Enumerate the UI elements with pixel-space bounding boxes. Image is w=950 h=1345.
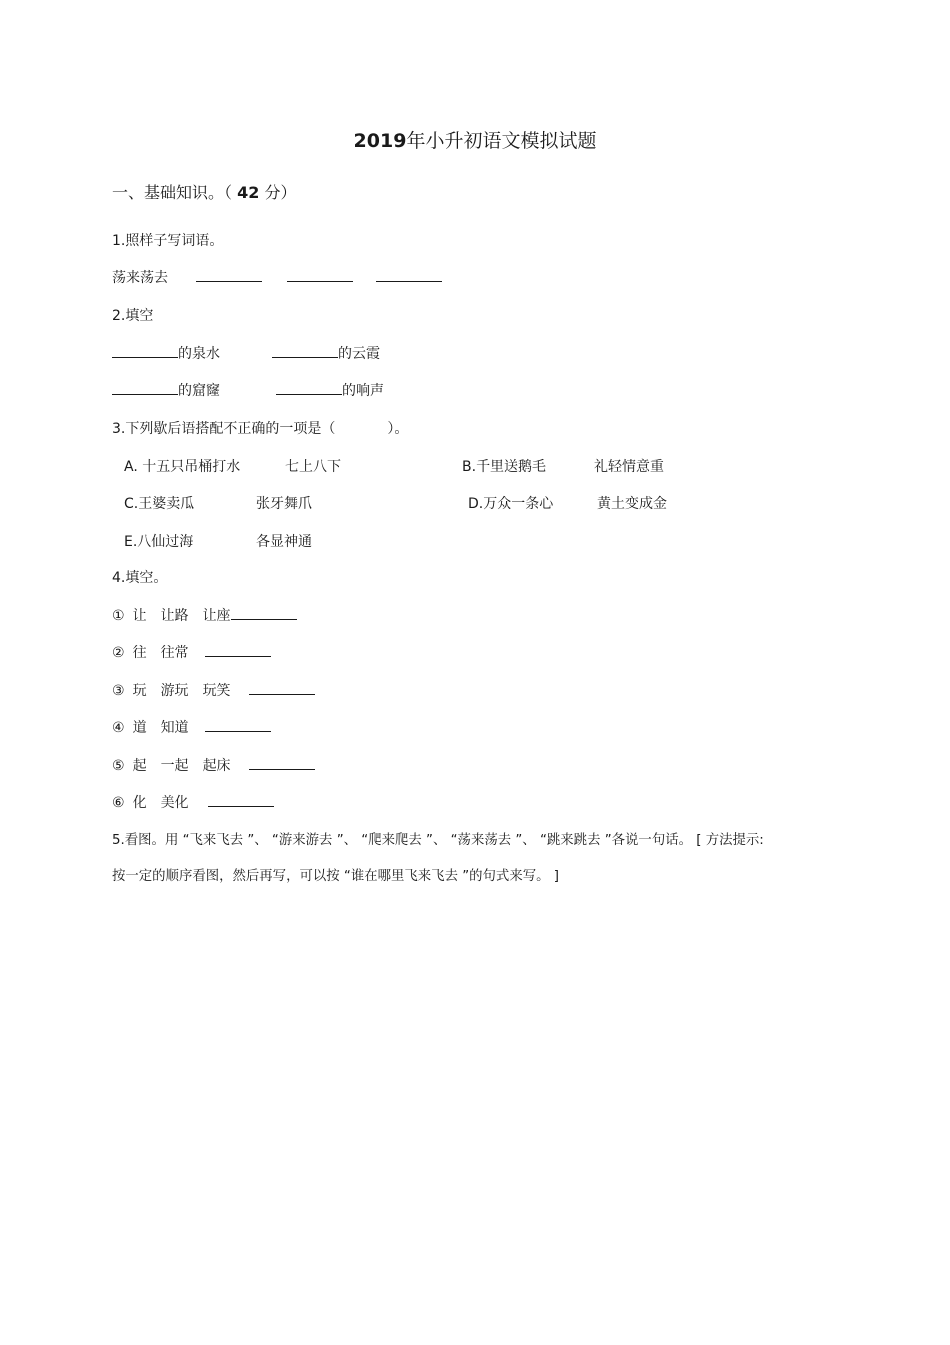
option-c-second: 张牙舞爪 <box>256 496 312 512</box>
row-number: ⑤ <box>112 758 125 774</box>
row-word: 游玩 <box>160 683 189 699</box>
q2-item <box>112 381 220 401</box>
row-char: 往 <box>132 645 147 661</box>
section-score: 42 <box>237 183 260 202</box>
option-c <box>124 494 194 514</box>
q1-example: 荡来荡去 <box>112 270 168 286</box>
q2-prompt: 2.填空 <box>112 308 154 324</box>
option-e-second: 各显神通 <box>256 534 312 550</box>
answer-blank[interactable] <box>208 794 274 807</box>
row-word: 美化 <box>160 795 189 811</box>
q5-line-2: 按一定的顺序看图，然后再写，可以按 “谁在哪里飞来飞去 ”的句式来写。 ] <box>112 869 559 884</box>
q1-answer-row <box>112 268 442 288</box>
q4-row <box>112 681 315 701</box>
option-first: 万众一条心 <box>483 496 554 512</box>
option-first: 千里送鹅毛 <box>476 459 547 475</box>
option-first: 八仙过海 <box>137 534 194 550</box>
q4-row <box>112 756 315 776</box>
row-char: 道 <box>132 720 147 736</box>
section-suffix: 分） <box>264 183 297 202</box>
q3-prompt-end: ）。 <box>387 421 409 437</box>
title-year: 2019 <box>353 130 407 152</box>
option-label: D. <box>468 496 484 512</box>
row-char: 玩 <box>132 683 147 699</box>
row-word: 往常 <box>160 645 189 661</box>
option-label: C. <box>124 496 139 512</box>
answer-blank[interactable] <box>112 345 178 358</box>
answer-blank[interactable] <box>249 682 315 695</box>
answer-blank[interactable] <box>249 757 315 770</box>
title-text: 年小升初语文模拟试题 <box>406 130 597 152</box>
row-word: 一起 <box>160 758 189 774</box>
row-word: 玩笑 <box>202 683 231 699</box>
answer-blank[interactable] <box>196 269 262 282</box>
q2-item <box>272 344 380 364</box>
option-e <box>124 532 193 552</box>
option-a-second: 七上八下 <box>285 459 341 475</box>
option-label: A. <box>124 459 138 475</box>
q5-line-1: 5.看图。用 “飞来飞去 ”、 “游来游去 ”、 “爬来爬去 ”、 “荡来荡去 ”、 “跳来跳去 ”各说一句话。 [ 方法提示: <box>112 833 764 848</box>
row-char: 让 <box>132 608 147 624</box>
q2-item-text: 的窟窿 <box>178 383 220 399</box>
row-word: 起床 <box>202 758 231 774</box>
option-b-second: 礼轻情意重 <box>594 459 664 475</box>
option-a <box>124 457 240 477</box>
answer-blank[interactable] <box>287 269 353 282</box>
q2-item-text: 的云霞 <box>338 346 380 362</box>
q2-item <box>112 344 220 364</box>
option-first: 十五只吊桶打水 <box>142 459 241 475</box>
row-number: ① <box>112 608 125 624</box>
row-number: ② <box>112 645 125 661</box>
q3-prompt <box>112 419 408 439</box>
section-heading <box>112 183 296 203</box>
q4-prompt: 4.填空。 <box>112 570 168 586</box>
q1-prompt: 1.照样子写词语。 <box>112 233 224 249</box>
option-label: E. <box>124 534 138 550</box>
option-d-second: 黄土变成金 <box>597 496 667 512</box>
q3-prompt-text: 3.下列歇后语搭配不正确的一项是（ <box>112 421 336 437</box>
q4-row <box>112 718 271 738</box>
q2-item-text: 的响声 <box>342 383 384 399</box>
answer-blank[interactable] <box>205 644 271 657</box>
answer-blank[interactable] <box>231 607 297 620</box>
answer-blank[interactable] <box>272 345 338 358</box>
answer-blank[interactable] <box>376 269 442 282</box>
section-prefix: 一、基础知识。（ <box>112 183 233 202</box>
row-word: 知道 <box>160 720 189 736</box>
option-first: 王婆卖瓜 <box>138 496 195 512</box>
row-number: ④ <box>112 720 125 736</box>
answer-blank[interactable] <box>276 382 342 395</box>
q2-item-text: 的泉水 <box>178 346 220 362</box>
option-d <box>468 494 553 514</box>
page-title <box>0 131 950 151</box>
option-label: B. <box>462 459 477 475</box>
q2-item <box>276 381 384 401</box>
row-char: 化 <box>132 795 147 811</box>
row-word: 让路 <box>160 608 189 624</box>
option-b <box>462 457 546 477</box>
row-word: 让座 <box>202 608 231 624</box>
row-char: 起 <box>132 758 147 774</box>
q4-row <box>112 643 271 663</box>
row-number: ⑥ <box>112 795 125 811</box>
row-number: ③ <box>112 683 125 699</box>
answer-blank[interactable] <box>112 382 178 395</box>
answer-blank[interactable] <box>205 719 271 732</box>
q4-row <box>112 793 274 813</box>
q4-row <box>112 606 297 626</box>
